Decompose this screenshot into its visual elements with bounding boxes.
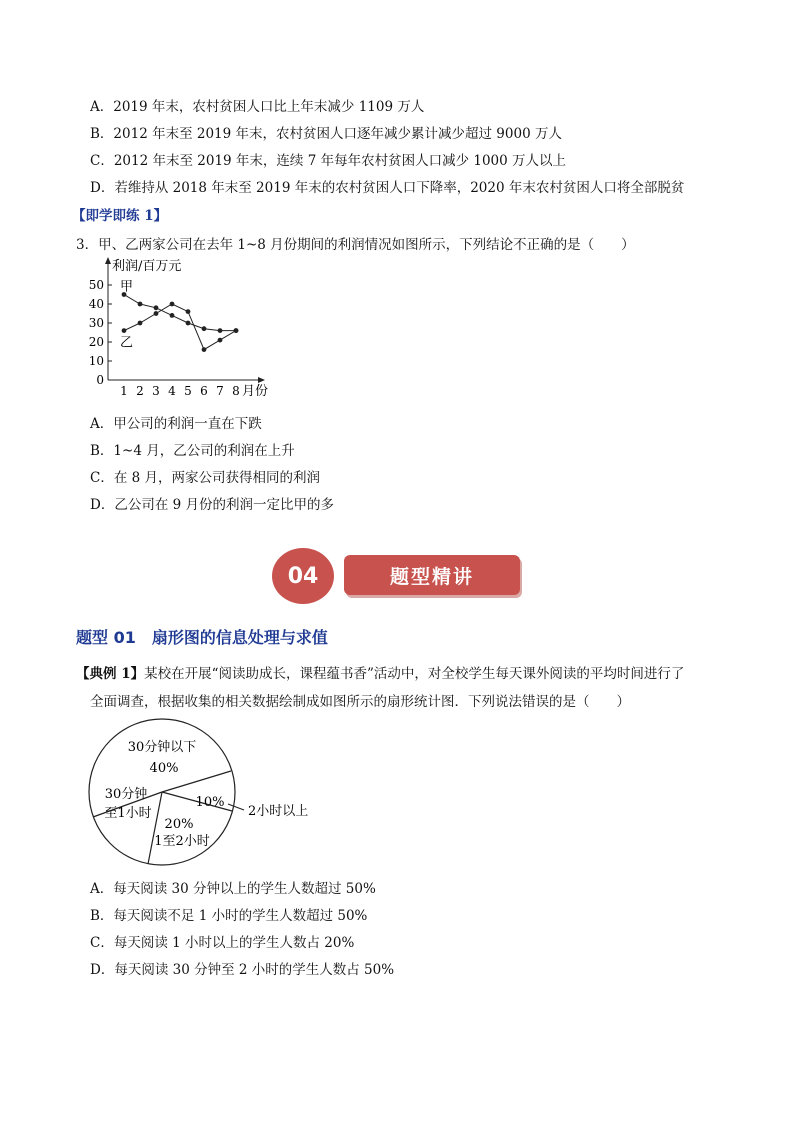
series-1-point — [218, 328, 223, 333]
q2-option-a: A．2019 年末，农村贫困人口比上年末减少 1109 万人 — [90, 99, 425, 115]
example-1 — [76, 660, 736, 716]
example-option-a: A．每天阅读 30 分钟以上的学生人数超过 50% — [90, 881, 376, 897]
practice-heading: 【即学即练 1】 — [72, 208, 168, 224]
profit-line-chart — [88, 256, 288, 401]
example-text-line2: 全面调查，根据收集的相关数据绘制成如图所示的扇形统计图．下列说法错误的是（ ） — [90, 694, 630, 710]
series-1-point — [170, 313, 175, 318]
series-line-2 — [124, 304, 236, 350]
series-1-point — [186, 321, 191, 326]
series-2-point — [234, 328, 239, 333]
q3-option-d: D．乙公司在 9 月份的利润一定比甲的多 — [90, 497, 334, 513]
y-axis-arrow — [105, 257, 111, 264]
series-2-point — [218, 338, 223, 343]
x-tick-label: 3 — [152, 384, 160, 398]
example-option-d: D．每天阅读 30 分钟至 2 小时的学生人数占 50% — [90, 962, 395, 978]
slice-label-30min-1h-line1: 30分钟 — [104, 787, 148, 802]
slice-percent-over-2h: 10% — [195, 795, 225, 810]
series-2-point — [154, 311, 159, 316]
x-axis-arrow — [258, 377, 265, 383]
q3-option-c: C．在 8 月，两家公司获得相同的利润 — [90, 470, 321, 486]
series-2-point — [122, 328, 127, 333]
example-tag: 【典例 1】 — [76, 666, 145, 682]
y-tick-label: 40 — [88, 297, 104, 311]
y-tick-label: 0 — [96, 373, 104, 387]
x-tick-label: 5 — [184, 384, 192, 398]
y-tick-label: 30 — [88, 316, 104, 330]
x-tick-label: 7 — [216, 384, 224, 398]
y-tick-label: 50 — [88, 278, 104, 292]
x-tick-label: 1 — [120, 384, 128, 398]
series-2-point — [186, 309, 191, 314]
q2-option-b: B．2012 年末至 2019 年末，农村贫困人口逐年减少累计减少超过 9000 万人 — [90, 126, 562, 142]
reading-time-pie-chart — [86, 718, 336, 866]
y-tick-label: 20 — [88, 335, 104, 349]
example-option-b: B．每天阅读不足 1 小时的学生人数超过 50% — [90, 908, 368, 924]
slice-label-over-2h: 2小时以上 — [248, 804, 309, 819]
q2-option-c: C．2012 年末至 2019 年末，连续 7 年每年农村贫困人口减少 1000 万人以上 — [90, 153, 567, 169]
series-2-point — [202, 347, 207, 352]
series-1-point — [138, 302, 143, 307]
banner-title: 题型精讲 — [344, 555, 520, 595]
x-tick-label: 4 — [168, 384, 176, 398]
q3-option-a: A．甲公司的利润一直在下跌 — [90, 416, 262, 432]
slice-percent-1-2h: 20% — [164, 817, 194, 832]
question-3-stem: 3．甲、乙两家公司在去年 1~8 月份期间的利润情况如图所示，下列结论不正确的是（ ） — [76, 237, 635, 253]
series-label-jia: 甲 — [120, 279, 134, 295]
series-label-yi: 乙 — [120, 335, 134, 351]
series-2-point — [138, 321, 143, 326]
slice-label-30min-1h-line2: 至1小时 — [104, 806, 152, 821]
slice-percent-under-30min: 40% — [149, 761, 179, 776]
section-label: 题型 01 — [76, 628, 136, 647]
y-tick-label: 10 — [88, 354, 104, 368]
slice-label-1-2h: 1至2小时 — [154, 834, 210, 849]
x-axis-label: 月份 — [242, 384, 269, 399]
slice-label-under-30min: 30分钟以下 — [127, 740, 197, 755]
example-option-c: C．每天阅读 1 小时以上的学生人数占 20% — [90, 935, 355, 951]
q2-option-d: D．若维持从 2018 年末至 2019 年末的农村贫困人口下降率，2020 年末农村贫困人口将全部脱贫 — [90, 180, 685, 196]
q3-option-b: B．1~4 月，乙公司的利润在上升 — [90, 443, 295, 459]
section-title — [76, 625, 328, 648]
y-axis-label: 利润/百万元 — [112, 259, 182, 274]
banner-number-badge: 04 — [272, 548, 334, 604]
series-2-point — [170, 302, 175, 307]
section-banner — [272, 548, 532, 604]
series-1-point — [154, 305, 159, 310]
x-tick-label: 6 — [200, 384, 208, 398]
series-1-point — [202, 326, 207, 331]
section-title-text: 扇形图的信息处理与求值 — [151, 628, 328, 647]
example-text-line1: 某校在开展“阅读助成长，课程蕴书香”活动中，对全校学生每天课外阅读的平均时间进行了 — [144, 666, 685, 682]
x-tick-label: 8 — [232, 384, 240, 398]
x-tick-label: 2 — [136, 384, 144, 398]
